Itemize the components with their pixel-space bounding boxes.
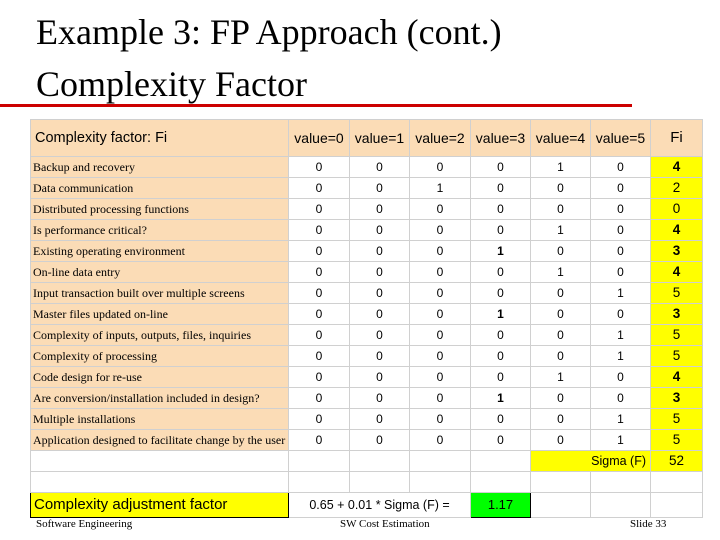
value-cell: 0 [410, 304, 471, 325]
empty-row [31, 472, 703, 493]
table-row [31, 262, 703, 283]
value-cell: 0 [410, 388, 471, 409]
footer-slide-number: Slide 33 [630, 518, 667, 530]
value-cell: 1 [591, 283, 651, 304]
header-value-4: value=4 [531, 120, 591, 157]
table-row [31, 388, 703, 409]
value-cell: 0 [350, 157, 410, 178]
factor-name: Multiple installations [31, 409, 289, 430]
value-cell: 0 [591, 157, 651, 178]
value-cell: 0 [289, 346, 350, 367]
table-row [31, 220, 703, 241]
fi-cell: 3 [651, 241, 703, 262]
value-cell: 0 [471, 346, 531, 367]
value-cell: 0 [410, 283, 471, 304]
value-cell: 0 [591, 220, 651, 241]
value-cell: 0 [350, 283, 410, 304]
value-cell: 0 [531, 241, 591, 262]
blank-cell [651, 493, 703, 518]
value-cell: 0 [531, 283, 591, 304]
value-cell: 1 [591, 346, 651, 367]
fi-cell: 0 [651, 199, 703, 220]
value-cell: 0 [531, 325, 591, 346]
blank-cell [31, 451, 289, 472]
fi-cell: 4 [651, 262, 703, 283]
value-cell: 0 [350, 304, 410, 325]
value-cell: 0 [471, 325, 531, 346]
blank-cell [410, 451, 471, 472]
value-cell: 0 [289, 430, 350, 451]
value-cell: 0 [531, 304, 591, 325]
value-cell: 1 [591, 409, 651, 430]
value-cell: 0 [471, 430, 531, 451]
title-underline [0, 104, 632, 107]
table-row [31, 199, 703, 220]
complexity-factor-table [30, 119, 703, 518]
table-row [31, 346, 703, 367]
factor-name: Are conversion/installation included in design? [31, 388, 289, 409]
fi-cell: 5 [651, 325, 703, 346]
blank-cell [350, 451, 410, 472]
fi-cell: 5 [651, 409, 703, 430]
value-cell: 0 [289, 304, 350, 325]
value-cell: 0 [531, 346, 591, 367]
value-cell: 0 [289, 325, 350, 346]
adjustment-label: Complexity adjustment factor [31, 493, 289, 518]
value-cell: 0 [350, 178, 410, 199]
value-cell: 1 [471, 241, 531, 262]
blank-cell [471, 472, 531, 493]
value-cell: 0 [289, 262, 350, 283]
fi-cell: 5 [651, 346, 703, 367]
value-cell: 0 [289, 409, 350, 430]
value-cell: 0 [471, 178, 531, 199]
fi-cell: 4 [651, 220, 703, 241]
blank-cell [471, 451, 531, 472]
value-cell: 0 [350, 325, 410, 346]
spreadsheet [30, 119, 702, 513]
table-row [31, 241, 703, 262]
value-cell: 0 [591, 388, 651, 409]
header-value-0: value=0 [289, 120, 350, 157]
value-cell: 0 [289, 178, 350, 199]
factor-name: Distributed processing functions [31, 199, 289, 220]
table-row [31, 367, 703, 388]
fi-cell: 3 [651, 304, 703, 325]
footer-topic: SW Cost Estimation [340, 518, 430, 530]
header-value-3: value=3 [471, 120, 531, 157]
fi-cell: 5 [651, 283, 703, 304]
header-fi: Fi [651, 120, 703, 157]
value-cell: 0 [350, 262, 410, 283]
factor-name: Input transaction built over multiple screens [31, 283, 289, 304]
adjustment-row [31, 493, 703, 518]
value-cell: 1 [531, 262, 591, 283]
value-cell: 1 [591, 430, 651, 451]
value-cell: 0 [350, 430, 410, 451]
slide-title-line-1: Example 3: FP Approach (cont.) [36, 12, 502, 52]
sigma-value: 52 [651, 451, 703, 472]
blank-cell [289, 451, 350, 472]
factor-name: Is performance critical? [31, 220, 289, 241]
header-value-2: value=2 [410, 120, 471, 157]
value-cell: 0 [471, 409, 531, 430]
value-cell: 0 [289, 388, 350, 409]
value-cell: 1 [531, 367, 591, 388]
value-cell: 0 [531, 178, 591, 199]
factor-name: Code design for re-use [31, 367, 289, 388]
value-cell: 1 [531, 157, 591, 178]
value-cell: 0 [289, 157, 350, 178]
footer-course: Software Engineering [36, 518, 133, 530]
value-cell: 1 [471, 304, 531, 325]
sigma-label: Sigma (F) [531, 451, 651, 472]
value-cell: 0 [410, 220, 471, 241]
table-row [31, 283, 703, 304]
table-row [31, 178, 703, 199]
value-cell: 0 [410, 241, 471, 262]
blank-cell [591, 493, 651, 518]
value-cell: 0 [410, 346, 471, 367]
value-cell: 0 [289, 283, 350, 304]
factor-name: Application designed to facilitate change by the user [31, 430, 289, 451]
fi-cell: 2 [651, 178, 703, 199]
value-cell: 0 [471, 367, 531, 388]
value-cell: 0 [410, 367, 471, 388]
value-cell: 0 [410, 430, 471, 451]
blank-cell [410, 472, 471, 493]
adjustment-value: 1.17 [471, 493, 531, 518]
value-cell: 0 [531, 199, 591, 220]
value-cell: 0 [410, 157, 471, 178]
value-cell: 0 [410, 325, 471, 346]
factor-name: Existing operating environment [31, 241, 289, 262]
slide-title-line-2: Complexity Factor [36, 64, 307, 104]
value-cell: 0 [350, 409, 410, 430]
factor-name: Master files updated on-line [31, 304, 289, 325]
value-cell: 0 [350, 220, 410, 241]
value-cell: 0 [591, 241, 651, 262]
value-cell: 1 [410, 178, 471, 199]
value-cell: 0 [591, 199, 651, 220]
value-cell: 0 [289, 199, 350, 220]
fi-cell: 3 [651, 388, 703, 409]
table-row [31, 157, 703, 178]
blank-cell [350, 472, 410, 493]
fi-cell: 4 [651, 157, 703, 178]
adjustment-formula: 0.65 + 0.01 * Sigma (F) = [289, 493, 471, 518]
blank-cell [531, 493, 591, 518]
value-cell: 1 [471, 388, 531, 409]
blank-cell [289, 472, 350, 493]
value-cell: 0 [471, 262, 531, 283]
value-cell: 0 [471, 157, 531, 178]
fi-cell: 4 [651, 367, 703, 388]
factor-name: Complexity of inputs, outputs, files, inquiries [31, 325, 289, 346]
value-cell: 0 [410, 409, 471, 430]
factor-name: Data communication [31, 178, 289, 199]
value-cell: 0 [471, 199, 531, 220]
value-cell: 0 [531, 409, 591, 430]
header-factor-name: Complexity factor: Fi [31, 120, 289, 157]
value-cell: 0 [471, 220, 531, 241]
value-cell: 0 [591, 367, 651, 388]
value-cell: 0 [531, 430, 591, 451]
value-cell: 1 [531, 220, 591, 241]
blank-cell [651, 472, 703, 493]
value-cell: 0 [410, 262, 471, 283]
value-cell: 0 [289, 241, 350, 262]
value-cell: 0 [350, 241, 410, 262]
value-cell: 0 [289, 367, 350, 388]
header-value-5: value=5 [591, 120, 651, 157]
value-cell: 0 [471, 283, 531, 304]
blank-cell [531, 472, 591, 493]
sigma-row [31, 451, 703, 472]
value-cell: 0 [410, 199, 471, 220]
value-cell: 0 [289, 220, 350, 241]
blank-cell [591, 472, 651, 493]
value-cell: 0 [350, 199, 410, 220]
table-header-row [31, 120, 703, 157]
table-row [31, 304, 703, 325]
value-cell: 0 [591, 178, 651, 199]
value-cell: 0 [350, 346, 410, 367]
value-cell: 1 [591, 325, 651, 346]
slide-title [36, 6, 676, 110]
factor-name: Complexity of processing [31, 346, 289, 367]
factor-name: Backup and recovery [31, 157, 289, 178]
table-row [31, 325, 703, 346]
header-value-1: value=1 [350, 120, 410, 157]
value-cell: 0 [350, 388, 410, 409]
blank-cell [31, 472, 289, 493]
value-cell: 0 [591, 262, 651, 283]
value-cell: 0 [591, 304, 651, 325]
value-cell: 0 [350, 367, 410, 388]
factor-name: On-line data entry [31, 262, 289, 283]
table-row [31, 430, 703, 451]
fi-cell: 5 [651, 430, 703, 451]
table-row [31, 409, 703, 430]
value-cell: 0 [531, 388, 591, 409]
